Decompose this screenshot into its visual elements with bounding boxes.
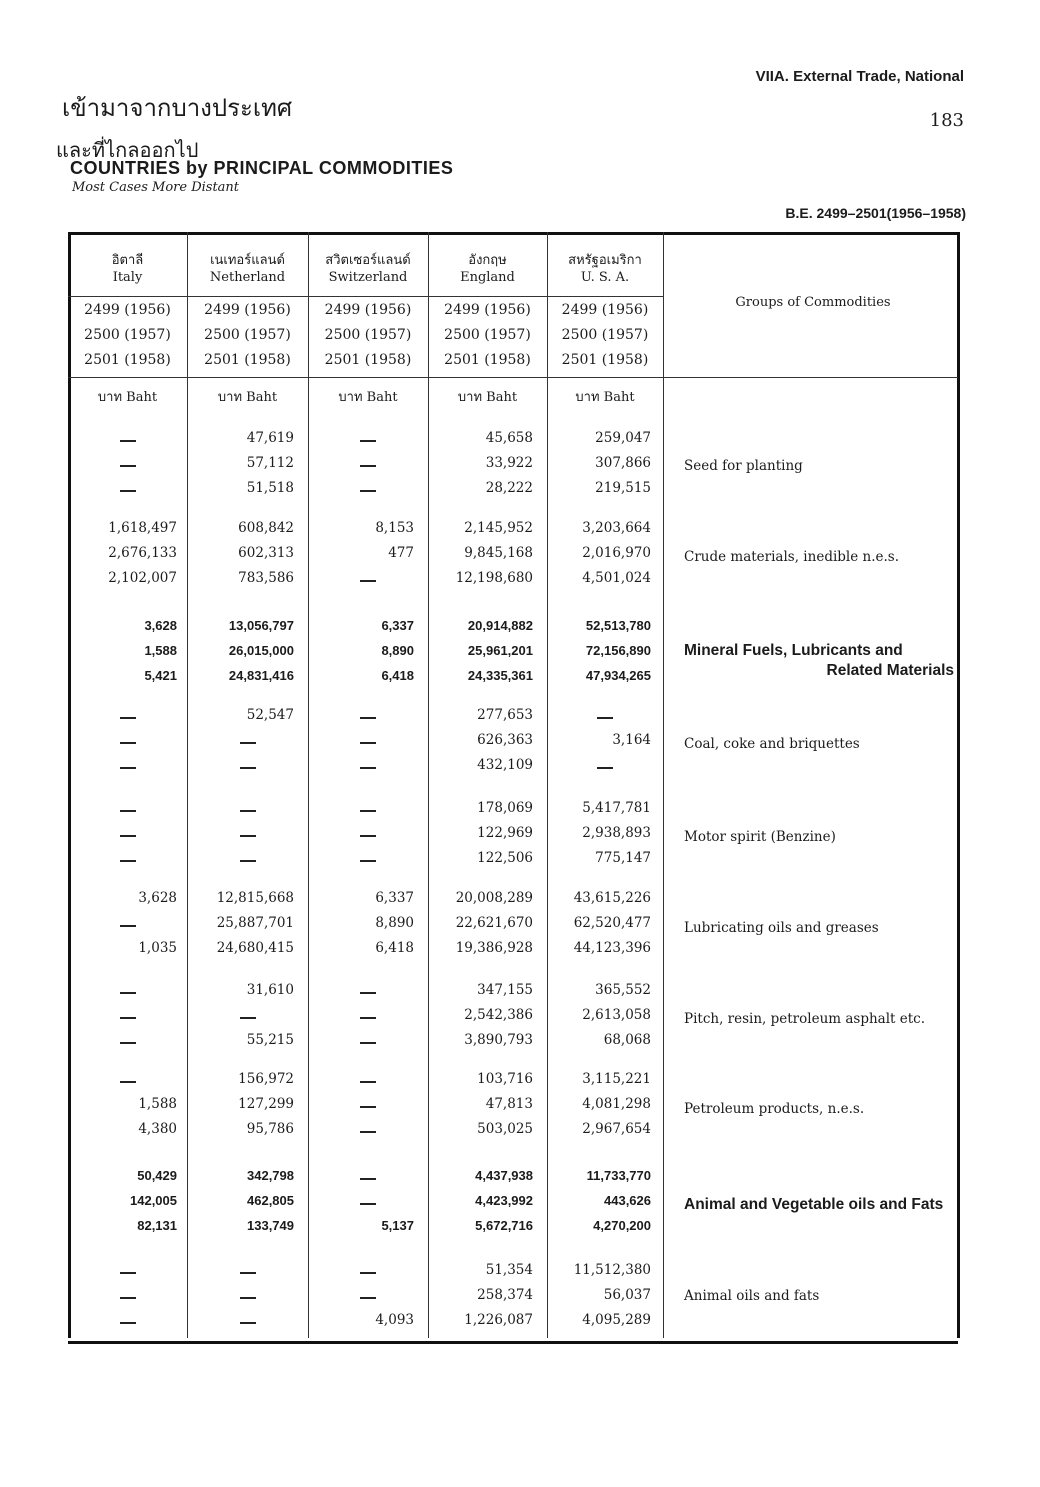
table-cell-empty — [360, 440, 376, 442]
table-cell: 43,615,226 — [573, 890, 651, 906]
table-cell: 4,081,298 — [582, 1096, 651, 1112]
table-cell: 2,145,952 — [464, 520, 533, 536]
table-cell-empty — [360, 1017, 376, 1019]
table-cell: 259,047 — [595, 430, 651, 446]
table-cell: 219,515 — [595, 480, 651, 496]
table-cell: 4,270,200 — [593, 1218, 651, 1233]
year-label: 2499 (1956) — [84, 302, 171, 318]
table-cell: 783,586 — [238, 570, 294, 586]
table-cell: 2,542,386 — [464, 1007, 533, 1023]
table-cell-empty — [120, 440, 136, 442]
commodity-group-label: Pitch, resin, petroleum asphalt etc. — [684, 1011, 926, 1027]
table-cell-empty — [597, 767, 613, 769]
table-cell: 6,337 — [381, 618, 414, 633]
table-cell: 31,610 — [246, 982, 294, 998]
table-cell-empty — [360, 1131, 376, 1133]
table-cell: 4,423,992 — [475, 1193, 533, 1208]
table-cell: 122,506 — [477, 850, 533, 866]
table-cell-empty — [360, 1297, 376, 1299]
table-cell-empty — [120, 1017, 136, 1019]
table-cell: 5,672,716 — [475, 1218, 533, 1233]
table-cell: 11,733,770 — [586, 1168, 651, 1183]
table-cell: 2,676,133 — [108, 545, 177, 561]
section-heading: VIIA. External Trade, National — [755, 68, 964, 85]
table-cell-empty — [360, 1203, 376, 1205]
table-cell: 6,418 — [375, 940, 414, 956]
year-label: 2501 (1958) — [444, 352, 531, 368]
year-label: 2500 (1957) — [444, 327, 531, 343]
table-cell: 13,056,797 — [228, 618, 294, 633]
table-cell-empty — [240, 835, 256, 837]
page-title: COUNTRIES by PRINCIPAL COMMODITIES — [70, 158, 454, 178]
table-cell-empty — [360, 1106, 376, 1108]
table-cell: 133,749 — [247, 1218, 294, 1233]
table-cell: 3,115,221 — [582, 1071, 651, 1087]
page-subtitle: Most Cases More Distant — [72, 180, 240, 195]
table-cell-empty — [120, 1081, 136, 1083]
commodity-group-label: Lubricating oils and greases — [684, 920, 879, 936]
table-cell: 307,866 — [595, 455, 651, 471]
table-cell: 365,552 — [595, 982, 651, 998]
table-cell: 82,131 — [137, 1218, 177, 1233]
table-cell: 68,068 — [603, 1032, 651, 1048]
table-cell: 127,299 — [238, 1096, 294, 1112]
table-cell: 5,417,781 — [582, 800, 651, 816]
table-cell: 608,842 — [238, 520, 294, 536]
table-cell: 12,198,680 — [455, 570, 533, 586]
table-cell: 44,123,396 — [573, 940, 651, 956]
table-cell: 1,618,497 — [108, 520, 177, 536]
table-cell: 2,016,970 — [582, 545, 651, 561]
table-cell: 51,354 — [485, 1262, 533, 1278]
table-cell: 2,938,893 — [582, 825, 651, 841]
table-cell: 4,501,024 — [582, 570, 651, 586]
table-cell: 33,922 — [485, 455, 533, 471]
commodity-group-label: Coal, coke and briquettes — [684, 736, 860, 752]
table-cell: 3,164 — [612, 732, 651, 748]
table-cell: 19,386,928 — [455, 940, 533, 956]
table-cell-empty — [120, 1272, 136, 1274]
unit-label: บาท Baht — [457, 390, 518, 405]
year-label: 2501 (1958) — [84, 352, 171, 368]
table-cell-empty — [360, 810, 376, 812]
table-cell-empty — [240, 1322, 256, 1324]
year-label: 2499 (1956) — [561, 302, 649, 318]
commodity-group-label: Motor spirit (Benzine) — [684, 829, 836, 845]
column-header-england: อังกฤษ England — [460, 253, 515, 285]
table-cell: 342,798 — [247, 1168, 294, 1183]
table-cell: 2,967,654 — [582, 1121, 651, 1137]
table-cell: 24,335,361 — [467, 668, 533, 683]
year-label: 2501 (1958) — [204, 352, 291, 368]
table-cell: 443,626 — [604, 1193, 651, 1208]
table-cell: 8,890 — [381, 643, 414, 658]
table-cell: 626,363 — [477, 732, 533, 748]
table-cell: 25,887,701 — [216, 915, 294, 931]
table-cell: 47,934,265 — [585, 668, 651, 683]
table-cell-empty — [360, 767, 376, 769]
table-cell-empty — [120, 465, 136, 467]
column-header-italy: อิตาลี Italy — [111, 253, 144, 285]
commodity-group-label: Animal oils and fats — [684, 1288, 820, 1304]
table-cell-empty — [120, 742, 136, 744]
year-label: 2500 (1957) — [84, 327, 171, 343]
table-cell: 47,619 — [246, 430, 294, 446]
table-cell: 22,621,670 — [455, 915, 533, 931]
table-cell: 3,890,793 — [464, 1032, 533, 1048]
table-cell: 51,518 — [246, 480, 294, 496]
table-cell-empty — [360, 1042, 376, 1044]
table-cell: 1,035 — [138, 940, 177, 956]
column-header-usa: สหรัฐอเมริกา U. S. A. — [568, 253, 642, 285]
table-cell: 24,831,416 — [228, 668, 294, 683]
table-cell: 20,914,882 — [467, 618, 533, 633]
table-cell: 12,815,668 — [216, 890, 294, 906]
table-cell: 4,437,938 — [475, 1168, 533, 1183]
table-cell-empty — [360, 465, 376, 467]
table-cell: 4,093 — [375, 1312, 414, 1328]
table-cell-empty — [360, 835, 376, 837]
table-cell: 1,588 — [144, 643, 177, 658]
table-cell: 26,015,000 — [228, 643, 294, 658]
table-cell-empty — [120, 835, 136, 837]
table-cell: 1,226,087 — [464, 1312, 533, 1328]
table-cell: 95,786 — [246, 1121, 294, 1137]
commodity-group-label: Crude materials, inedible n.e.s. — [684, 549, 899, 565]
year-label: 2501 (1958) — [561, 352, 649, 368]
table-cell: 25,961,201 — [467, 643, 533, 658]
table-cell-empty — [120, 1322, 136, 1324]
column-header-switzerland: สวิตเซอร์แลนด์ Switzerland — [325, 253, 411, 285]
year-label: 2499 (1956) — [324, 302, 412, 318]
table-cell: 1,588 — [138, 1096, 177, 1112]
unit-label: บาท Baht — [338, 390, 398, 405]
table-cell: 4,380 — [138, 1121, 177, 1137]
table-cell-empty — [597, 717, 613, 719]
table-cell: 775,147 — [595, 850, 651, 866]
table-cell: 9,845,168 — [464, 545, 533, 561]
table-cell: 56,037 — [603, 1287, 651, 1303]
table-cell-empty — [240, 1297, 256, 1299]
thai-title: เข้ามาจากบางประเทศ — [62, 94, 293, 122]
header-divider — [68, 377, 958, 378]
table-cell: 47,813 — [485, 1096, 533, 1112]
table-cell-empty — [120, 1297, 136, 1299]
thai-subtitle: และที่ไกลออกไป — [56, 138, 199, 162]
table-cell-empty — [360, 1178, 376, 1180]
table-cell: 52,513,780 — [585, 618, 651, 633]
table-cell: 258,374 — [477, 1287, 533, 1303]
table-cell-empty — [120, 490, 136, 492]
year-label: 2500 (1957) — [204, 327, 291, 343]
table-cell: 462,805 — [247, 1193, 294, 1208]
table-cell-empty — [360, 1081, 376, 1083]
year-label: 2501 (1958) — [324, 352, 412, 368]
table-cell-empty — [240, 1272, 256, 1274]
table-cell: 477 — [388, 545, 414, 561]
table-cell-empty — [120, 767, 136, 769]
table-cell: 347,155 — [477, 982, 533, 998]
table-cell: 3,628 — [144, 618, 177, 633]
table-cell: 2,102,007 — [108, 570, 177, 586]
table-cell: 6,418 — [381, 668, 414, 683]
period-label: B.E. 2499–2501(1956–1958) — [785, 205, 966, 221]
table-cell: 20,008,289 — [455, 890, 533, 906]
page-number: 183 — [929, 110, 964, 131]
table-cell-empty — [240, 810, 256, 812]
header-divider — [68, 296, 663, 297]
table-cell: 24,680,415 — [216, 940, 294, 956]
table-cell: 142,005 — [130, 1193, 177, 1208]
table-cell-empty — [120, 717, 136, 719]
table-border-right — [957, 232, 960, 1338]
table-cell: 62,520,477 — [573, 915, 651, 931]
table-cell: 4,095,289 — [582, 1312, 651, 1328]
table-cell-empty — [240, 860, 256, 862]
table-cell: 3,628 — [138, 890, 177, 906]
table-cell: 122,969 — [477, 825, 533, 841]
column-header-netherland: เนเทอร์แลนด์ Netherland — [209, 253, 286, 285]
table-cell: 503,025 — [477, 1121, 533, 1137]
year-label: 2499 (1956) — [444, 302, 531, 318]
unit-label: บาท Baht — [217, 390, 278, 405]
commodity-group-label: Mineral Fuels, Lubricants and — [684, 642, 903, 659]
table-cell: 28,222 — [485, 480, 533, 496]
column-divider — [663, 232, 664, 1338]
year-label: 2500 (1957) — [324, 327, 412, 343]
table-cell-empty — [360, 580, 376, 582]
commodity-group-label: Seed for planting — [684, 458, 803, 474]
table-cell-empty — [360, 992, 376, 994]
commodity-group-label: Related Materials — [826, 662, 954, 679]
table-cell-empty — [360, 742, 376, 744]
table-cell-empty — [240, 742, 256, 744]
table-cell: 8,153 — [375, 520, 414, 536]
table-cell-empty — [120, 925, 136, 927]
groups-header: Groups of Commodities — [735, 295, 891, 310]
table-cell: 50,429 — [137, 1168, 177, 1183]
table-cell-empty — [360, 490, 376, 492]
table-cell-empty — [120, 860, 136, 862]
table-cell: 57,112 — [246, 455, 294, 471]
year-label: 2499 (1956) — [204, 302, 291, 318]
table-cell-empty — [360, 1272, 376, 1274]
table-cell: 277,653 — [477, 707, 533, 723]
year-label: 2500 (1957) — [561, 327, 649, 343]
table-cell-empty — [120, 810, 136, 812]
unit-label: บาท Baht — [575, 390, 635, 405]
table-cell: 72,156,890 — [585, 643, 651, 658]
commodity-group-label: Animal and Vegetable oils and Fats — [684, 1196, 944, 1213]
table-cell: 432,109 — [477, 757, 533, 773]
table-cell: 103,716 — [477, 1071, 533, 1087]
table-cell: 602,313 — [238, 545, 294, 561]
table-cell: 6,337 — [375, 890, 414, 906]
commodity-group-label: Petroleum products, n.e.s. — [684, 1101, 865, 1117]
table-cell: 3,203,664 — [582, 520, 651, 536]
table-cell-empty — [120, 992, 136, 994]
table-cell: 5,421 — [144, 668, 177, 683]
table-cell: 2,613,058 — [582, 1007, 651, 1023]
table-cell: 11,512,380 — [573, 1262, 651, 1278]
table-cell: 55,215 — [246, 1032, 294, 1048]
table-cell-empty — [240, 1017, 256, 1019]
table-cell: 178,069 — [477, 800, 533, 816]
unit-label: บาท Baht — [97, 390, 158, 405]
table-cell-empty — [240, 767, 256, 769]
table-cell-empty — [360, 717, 376, 719]
table-cell-empty — [120, 1042, 136, 1044]
table-cell-empty — [360, 860, 376, 862]
table-cell: 156,972 — [238, 1071, 294, 1087]
table-cell: 52,547 — [246, 707, 294, 723]
table-cell: 5,137 — [381, 1218, 414, 1233]
table-cell: 8,890 — [375, 915, 414, 931]
table-cell: 45,658 — [485, 430, 533, 446]
